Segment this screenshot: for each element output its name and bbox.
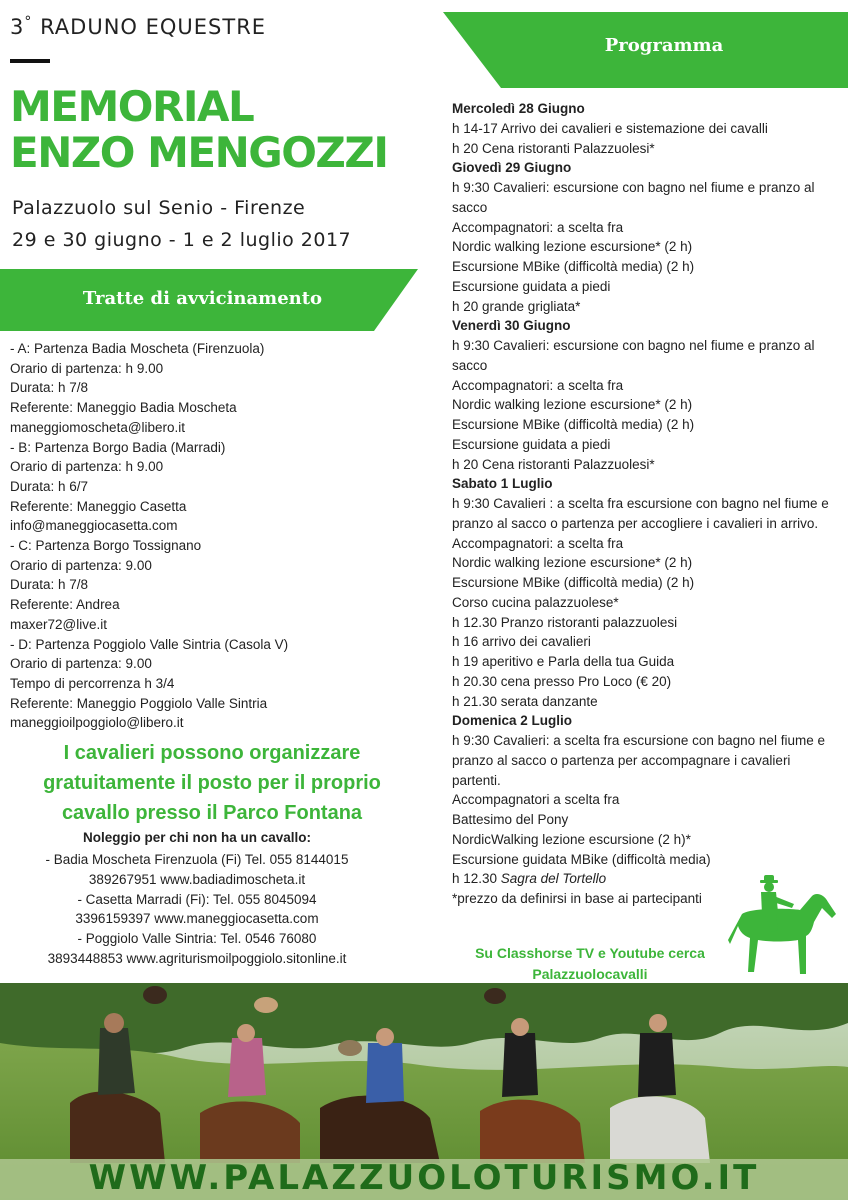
programma-line <box>452 376 842 396</box>
noleggio-line: 389267951 www.badiadimoscheta.it <box>88 871 306 887</box>
programma-line-text: Domenica 2 Luglio <box>452 713 573 729</box>
edition-degree: ° <box>24 14 33 30</box>
programma-line-text: Mercoledì 28 Giugno <box>452 101 585 116</box>
programma-line <box>452 257 842 277</box>
tratte-line: Referente: Maneggio Badia Moscheta <box>10 400 237 416</box>
classhorse-line1: Su Classhorse TV e Youtube cerca <box>475 945 705 961</box>
tratte-line: Orario di partenza: 9.00 <box>10 557 152 573</box>
programma-day-heading <box>452 158 842 178</box>
programma-line-italic: Sagra del Tortello <box>500 871 607 887</box>
programma-line-text: Accompagnatori: a scelta fra <box>452 377 624 393</box>
programma-day-heading <box>452 711 842 731</box>
cavalieri-note-line1: I cavalieri possono organizzare <box>63 742 361 764</box>
programma-line-text: h 9:30 Cavalieri: escursione con bagno nel fiume e pranzo al sacco <box>452 180 815 215</box>
tratte-line: Referente: Andrea <box>10 597 120 613</box>
event-type: RADUNO EQUESTRE <box>40 15 267 39</box>
noleggio-line: 3396159397 www.maneggiocasetta.com <box>75 911 319 927</box>
tratte-line: Tempo di percorrenza h 3/4 <box>10 675 175 691</box>
programma-line-text: Nordic walking lezione escursione* (2 h) <box>452 239 693 255</box>
programma-line-text: Escursione guidata a piedi <box>452 278 611 294</box>
tratte-email[interactable]: maxer72@live.it <box>10 616 107 632</box>
programma-line-text: NordicWalking lezione escursione (2 h)* <box>452 831 691 847</box>
tratte-line: Durata: h 7/8 <box>10 577 89 593</box>
programma-line-text: Escursione guidata MBike (difficoltà media) <box>452 851 711 867</box>
noleggio-list <box>0 850 394 969</box>
programma-ribbon-label: Programma <box>604 34 724 56</box>
programma-line-text: Battesimo del Pony <box>452 812 569 827</box>
programma-line <box>452 435 842 455</box>
programma-line-text: h 20 Cena ristoranti Palazzuolesi* <box>452 456 655 472</box>
tratte-line: Durata: h 6/7 <box>10 478 89 494</box>
programma-line-text: Sabato 1 Luglio <box>452 476 553 492</box>
cavalieri-note-line2: gratuitamente il posto per il proprio <box>43 772 381 794</box>
programma-line <box>452 850 842 870</box>
programma-line <box>452 178 842 218</box>
horse-rider-icon <box>728 874 843 986</box>
programma-line <box>452 613 842 633</box>
programma-list <box>452 99 842 909</box>
programma-line <box>452 534 842 554</box>
programma-line <box>452 652 842 672</box>
programma-line <box>452 810 842 830</box>
programma-line-text: h 9:30 Cavalieri: escursione con bagno nel fiume e pranzo al sacco <box>452 338 815 373</box>
programma-line <box>452 731 842 790</box>
programma-line <box>452 277 842 297</box>
programma-line-text: Escursione MBike (difficoltà media) (2 h) <box>452 417 695 432</box>
programma-line <box>452 455 842 475</box>
event-type-heading <box>10 14 266 39</box>
programma-line-text: h 21.30 serata danzante <box>452 693 598 709</box>
tratte-line: - D: Partenza Poggiolo Valle Sintria (Casola V) <box>10 636 289 652</box>
programma-line <box>452 632 842 652</box>
programma-line-text: h 20 Cena ristoranti Palazzuolesi* <box>452 140 655 156</box>
programma-line-text: h 20 grande grigliata* <box>452 298 581 314</box>
noleggio-line: 3893448853 www.agriturismoilpoggiolo.sitonline.it <box>47 950 347 966</box>
programma-line-text: Nordic walking lezione escursione* (2 h) <box>452 397 693 413</box>
programma-line-text: h 16 arrivo dei cavalieri <box>452 634 591 650</box>
programma-line-text: Accompagnatori: a scelta fra <box>452 535 624 551</box>
cavalieri-note <box>0 738 424 828</box>
programma-line-text: Venerdì 30 Giugno <box>452 318 571 334</box>
programma-line-text: h 9:30 Cavalieri : a scelta fra escursione con bagno nel fiume e pranzo al sacco o partenza per accogliere i cavalieri in arrivo. <box>452 496 829 531</box>
tratte-email[interactable]: maneggioilpoggiolo@libero.it <box>10 715 184 731</box>
programma-line <box>452 395 842 415</box>
programma-day-heading <box>452 99 842 119</box>
footer-website[interactable]: WWW.PALAZZUOLOTURISMO.IT <box>88 1158 760 1198</box>
programma-line <box>452 218 842 238</box>
programma-line <box>452 139 842 159</box>
tratte-list <box>10 339 288 733</box>
tratte-line: - A: Partenza Badia Moscheta (Firenzuola) <box>10 341 265 356</box>
programma-day-heading <box>452 316 842 336</box>
noleggio-title: Noleggio per chi non ha un cavallo: <box>82 830 312 845</box>
header-divider <box>10 59 50 63</box>
page-title-line1: MEMORIAL <box>10 82 254 131</box>
tratte-line: Orario di partenza: h 9.00 <box>10 360 164 376</box>
programma-line <box>452 692 842 712</box>
programma-line <box>452 297 842 317</box>
programma-line-text: Corso cucina palazzuolese* <box>452 594 619 610</box>
programma-line-text: Accompagnatori: a scelta fra <box>452 219 624 235</box>
tratte-line: Referente: Maneggio Poggiolo Valle Sintria <box>10 695 268 711</box>
programma-line <box>452 336 842 376</box>
programma-day-heading <box>452 474 842 494</box>
programma-line-text: Escursione MBike (difficoltà media) (2 h) <box>452 575 695 590</box>
dates: 29 e 30 giugno - 1 e 2 luglio 2017 <box>12 229 352 251</box>
programma-line-text: Giovedì 29 Giugno <box>452 160 572 176</box>
programma-line <box>452 830 842 850</box>
programma-line-text: Escursione guidata a piedi <box>452 436 611 452</box>
programma-line-text: Escursione MBike (difficoltà media) (2 h) <box>452 259 695 274</box>
programma-line-text: h 19 aperitivo e Parla della tua Guida <box>452 654 675 669</box>
classhorse-note <box>445 943 735 985</box>
location: Palazzuolo sul Senio - Firenze <box>12 197 306 219</box>
programma-line-text: h 12.30 Pranzo ristoranti palazzuolesi <box>452 614 678 630</box>
programma-line-text: *prezzo da definirsi in base ai partecipanti <box>452 891 702 906</box>
tratte-line: Durata: h 7/8 <box>10 380 89 396</box>
programma-line <box>452 494 842 534</box>
programma-line-text: h 20.30 cena presso Pro Loco (€ 20) <box>452 673 672 689</box>
noleggio-line: - Poggiolo Valle Sintria: Tel. 0546 76080 <box>77 931 317 947</box>
programma-line-text: h 9:30 Cavalieri: a scelta fra escursione con bagno nel fiume e pranzo al sacco o partenza per accompagnare i cavalieri partenti. <box>452 733 825 788</box>
programma-line-text: h 14-17 Arrivo dei cavalieri e sistemazione dei cavalli <box>452 120 768 136</box>
cavalieri-note-line3: cavallo presso il Parco Fontana <box>61 802 363 824</box>
tratte-line: - B: Partenza Borgo Badia (Marradi) <box>10 439 226 455</box>
page-title-line2: ENZO MENGOZZI <box>10 128 388 177</box>
tratte-ribbon-label: Tratte di avvicinamento <box>82 287 323 309</box>
programma-line <box>452 593 842 613</box>
programma-line <box>452 119 842 139</box>
programma-line <box>452 573 842 593</box>
programma-line <box>452 672 842 692</box>
noleggio-line: - Badia Moscheta Firenzuola (Fi) Tel. 055 8144015 <box>45 852 349 867</box>
tratte-line: Referente: Maneggio Casetta <box>10 498 187 514</box>
classhorse-line2: Palazzuolocavalli <box>532 966 648 982</box>
programma-line <box>452 237 842 257</box>
programma-line-text: Nordic walking lezione escursione* (2 h) <box>452 555 693 571</box>
tratte-email[interactable]: info@maneggiocasetta.com <box>10 518 178 534</box>
tratte-email[interactable]: maneggiomoscheta@libero.it <box>10 419 186 435</box>
programma-line <box>452 415 842 435</box>
programma-line <box>452 790 842 810</box>
programma-line-text: h 12.30 <box>452 871 501 887</box>
tratte-line: Orario di partenza: 9.00 <box>10 656 152 672</box>
tratte-line: Orario di partenza: h 9.00 <box>10 459 164 475</box>
noleggio-line: - Casetta Marradi (Fi): Tel. 055 8045094 <box>77 891 317 907</box>
programma-line <box>452 553 842 573</box>
edition-number: 3 <box>10 15 25 39</box>
tratte-line: - C: Partenza Borgo Tossignano <box>10 538 202 554</box>
programma-line-text: Accompagnatori a scelta fra <box>452 792 620 808</box>
